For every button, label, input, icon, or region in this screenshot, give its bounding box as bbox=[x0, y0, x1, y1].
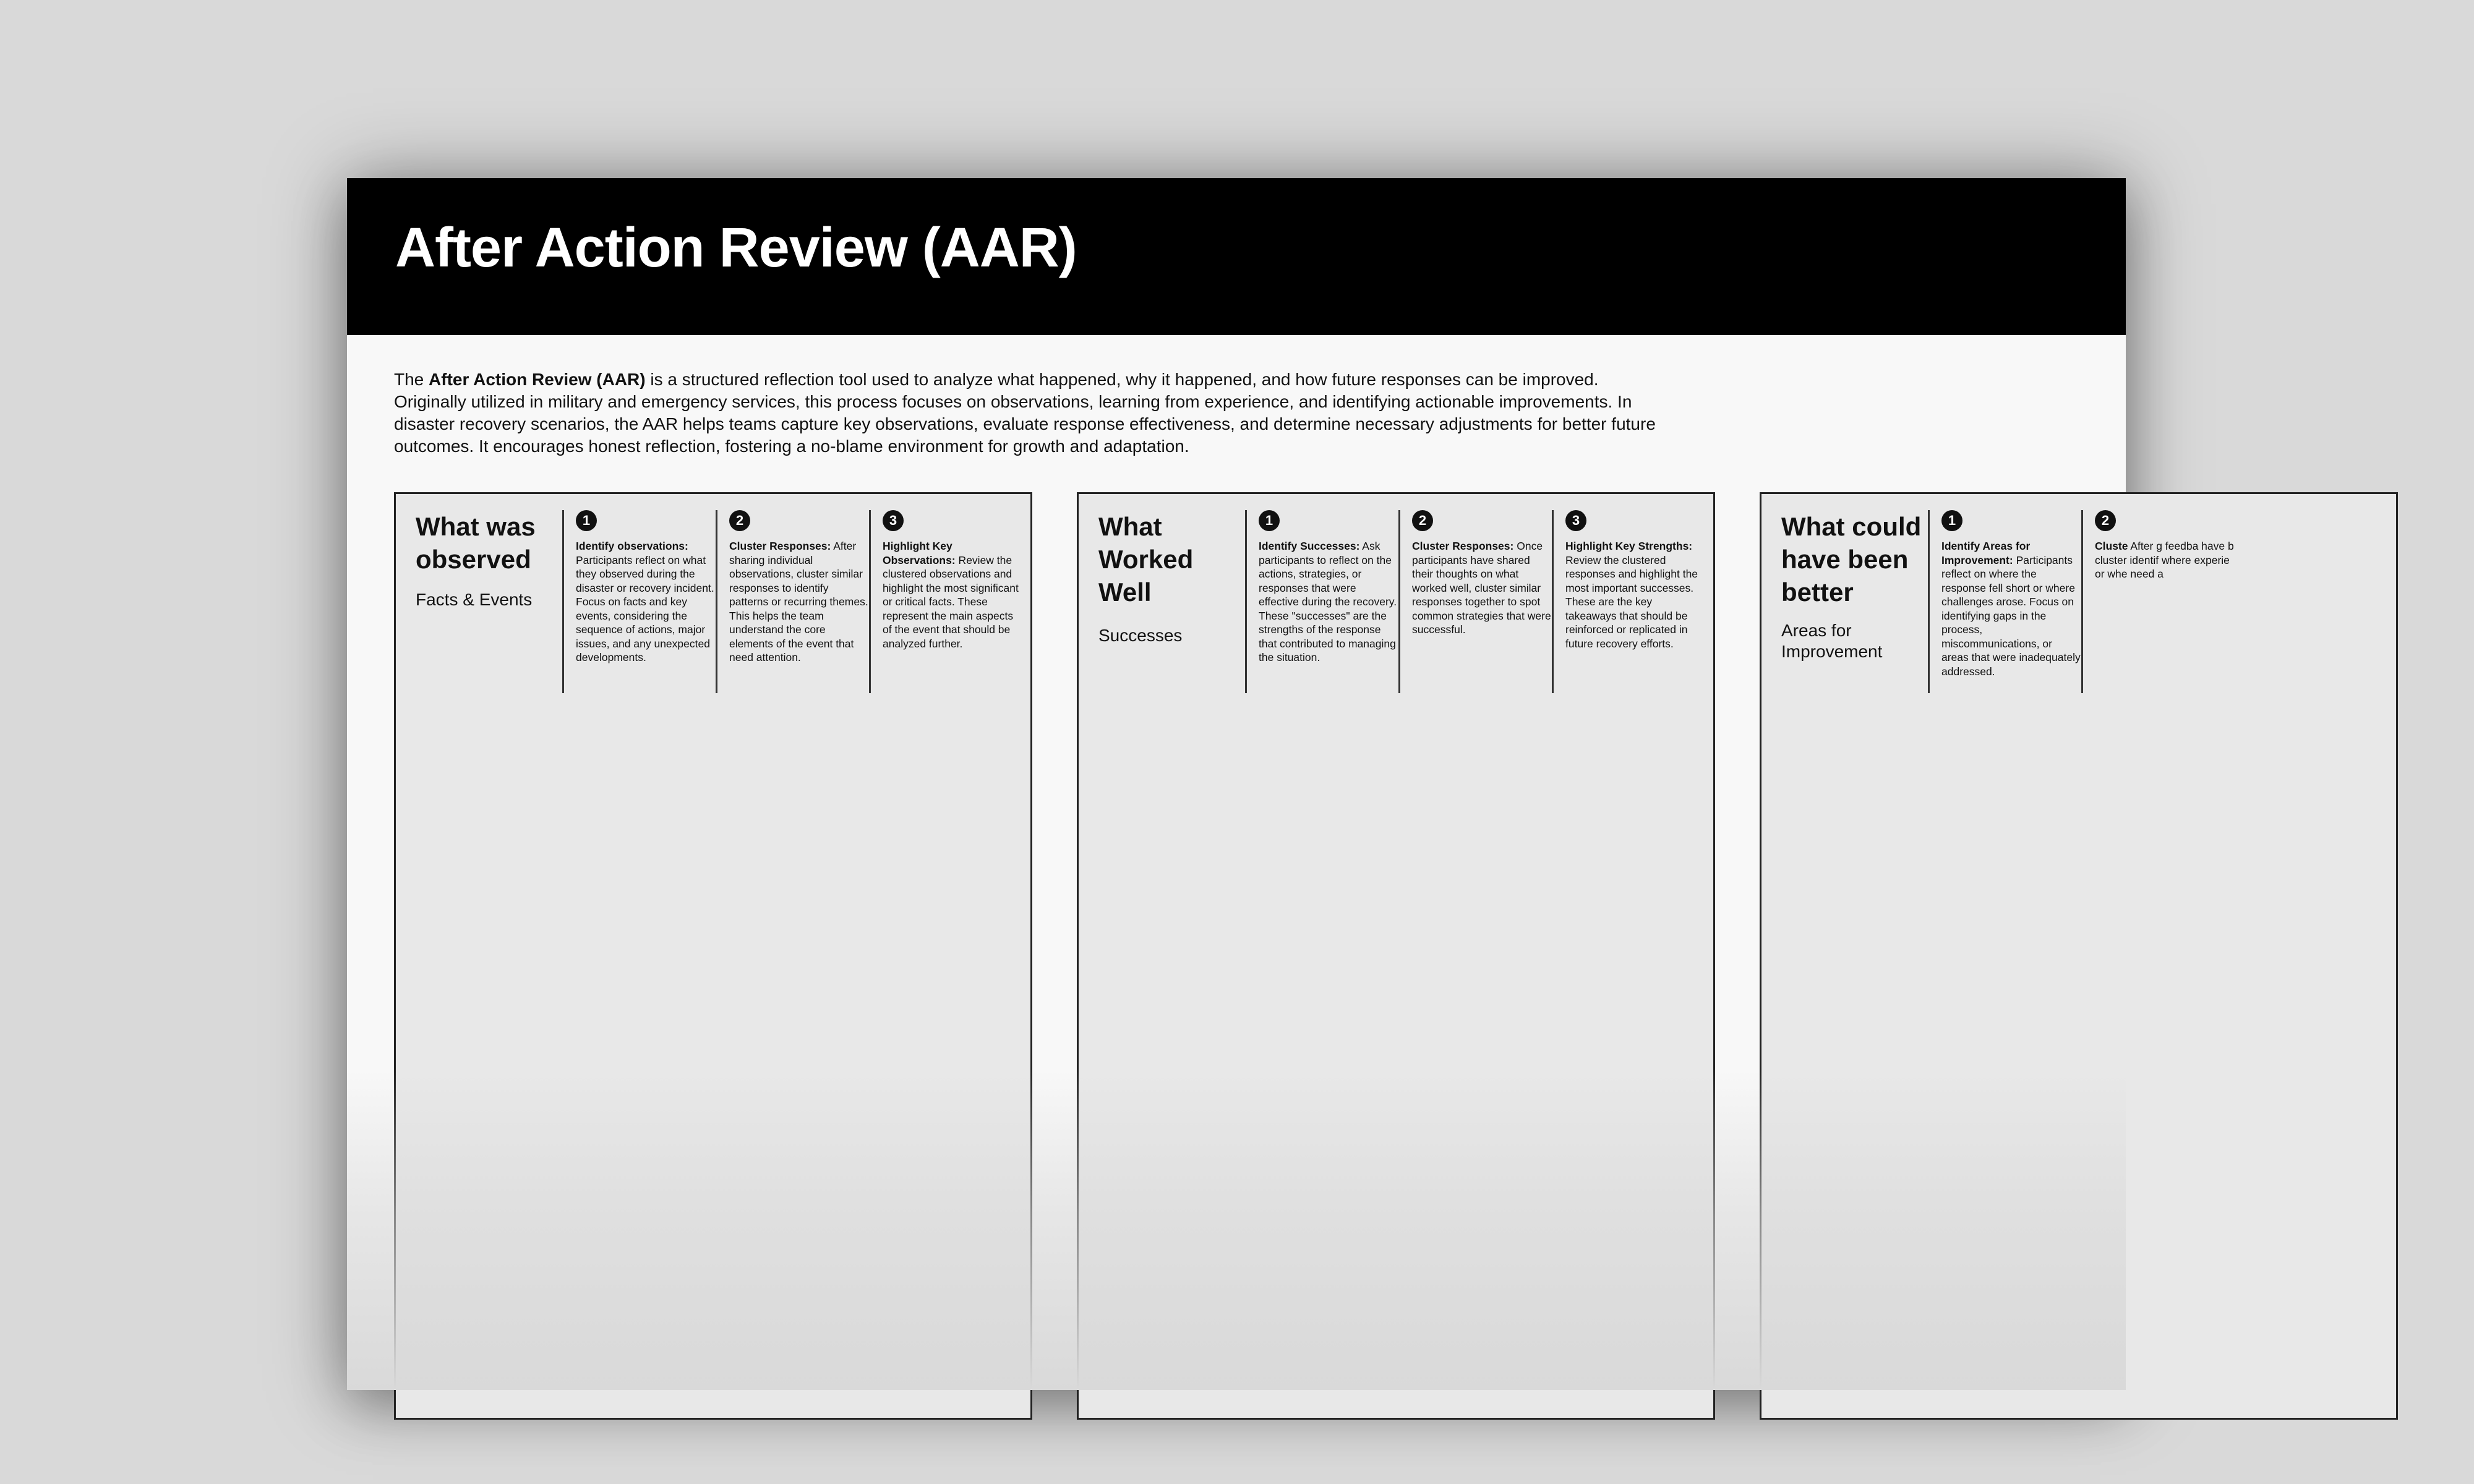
step-body: Ask participants to reflect on the actions, strategies, or responses that were effective during the recovery. These "successes" are the strengths of the response that contributed to managing the situation. bbox=[1259, 540, 1397, 663]
step-title: Cluste bbox=[2095, 540, 2128, 552]
panel-subtitle: Areas for Improvement bbox=[1781, 621, 1883, 661]
step-text bbox=[576, 539, 716, 665]
step-text bbox=[883, 539, 1022, 650]
step-number-badge: 3 bbox=[1565, 510, 1586, 531]
panel-title: What could have been better bbox=[1781, 512, 1922, 607]
intro-rest: is a structured reflection tool used to analyze what happened, why it happened, and how future responses can be improved. Originally utilized in military and emergency services, this process focuses on observations, learning from experience, and identifying actionable improvements. In disaster recovery scenarios, the AAR helps teams capture key observations, evaluate response effectiveness, and determine necessary adjustments for better future outcomes. It encourages honest reflection, fostering a no-blame environment for growth and adaptation. bbox=[394, 370, 1656, 456]
step-title: Identify Areas for Improvement: bbox=[1941, 540, 2031, 566]
panel-what-could-have-been-better[interactable] bbox=[1760, 492, 2398, 1420]
step-text bbox=[1565, 539, 1705, 650]
intro-lead: The bbox=[394, 370, 429, 389]
step-text bbox=[1412, 539, 1552, 637]
step-text bbox=[1259, 539, 1398, 665]
page-title: After Action Review (AAR) bbox=[395, 217, 1077, 279]
header-bar bbox=[347, 178, 2126, 335]
step-body: Review the clustered responses and highlight the most important successes. These are the key takeaways that should be reinforced or replicated in future recovery efforts. bbox=[1565, 553, 1698, 650]
step-text bbox=[729, 539, 869, 665]
step-body: After g feedba have b cluster identif where experie or whe need a bbox=[2095, 540, 2234, 580]
step-1 bbox=[562, 510, 716, 693]
step-title: Cluster Responses: bbox=[729, 540, 831, 552]
intro-paragraph bbox=[394, 369, 1662, 458]
step-1 bbox=[1928, 510, 2081, 693]
step-2 bbox=[716, 510, 869, 693]
step-body: Once participants have shared their thoughts on what worked well, cluster similar responses together to spot common strategies that were successful. bbox=[1412, 540, 1551, 636]
step-title: Highlight Key Strengths: bbox=[1565, 540, 1693, 552]
step-number-badge: 1 bbox=[1941, 510, 1963, 531]
step-body: Review the clustered observations and highlight the most significant or critical facts. These represent the main aspects of the event that should be analyzed further. bbox=[883, 553, 1019, 650]
step-title: Cluster Responses: bbox=[1412, 540, 1514, 552]
step-body: After sharing individual observations, cluster similar responses to identify patterns or recurring themes. This helps the team understand the core elements of the event that need attention. bbox=[729, 540, 868, 663]
step-title: Identify observations: bbox=[576, 540, 688, 552]
panel-title: What Worked Well bbox=[1098, 512, 1194, 607]
step-3 bbox=[869, 510, 1022, 693]
panel-subtitle: Facts & Events bbox=[416, 590, 533, 609]
step-body: Participants reflect on where the response fell short or where challenges arose. Focus on identifying gaps in the process, miscommunications, or areas that were inadequately addressed. bbox=[1941, 553, 2081, 678]
step-body: Participants reflect on what they observed during the disaster or recovery incident. Focus on facts and key events, considering the sequence of actions, major issues, and any unexpected developments. bbox=[576, 553, 714, 663]
step-number-badge: 2 bbox=[1412, 510, 1433, 531]
step-2 bbox=[1398, 510, 1552, 693]
step-text bbox=[2095, 539, 2235, 581]
step-title: Highlight Key Observations: bbox=[883, 540, 956, 566]
step-number-badge: 2 bbox=[729, 510, 750, 531]
panel-what-worked-well[interactable] bbox=[1077, 492, 1715, 1420]
step-number-badge: 2 bbox=[2095, 510, 2116, 531]
step-2 bbox=[2081, 510, 2235, 693]
panel-title: What was observed bbox=[416, 512, 536, 574]
step-text bbox=[1941, 539, 2081, 678]
aar-board bbox=[347, 178, 2234, 1390]
step-3 bbox=[1552, 510, 1705, 693]
intro-bold: After Action Review (AAR) bbox=[429, 370, 646, 389]
step-1 bbox=[1245, 510, 1398, 693]
step-number-badge: 1 bbox=[576, 510, 597, 531]
panel-what-was-observed[interactable] bbox=[394, 492, 1032, 1420]
step-number-badge: 3 bbox=[883, 510, 904, 531]
step-number-badge: 1 bbox=[1259, 510, 1280, 531]
panel-subtitle: Successes bbox=[1098, 626, 1183, 645]
step-title: Identify Successes: bbox=[1259, 540, 1360, 552]
